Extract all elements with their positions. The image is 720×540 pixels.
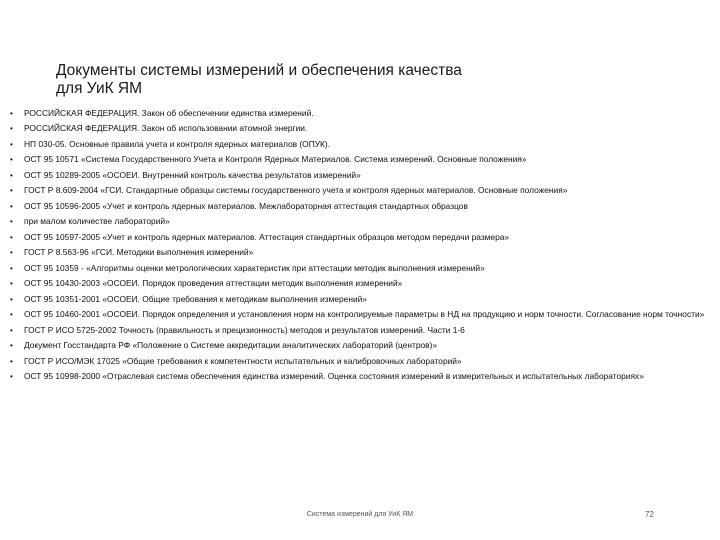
list-item-text: ОСТ 95 10351-2001 «ОСОЕИ. Общие требования к методикам выполнения измерений» (24, 293, 367, 304)
list-item-text: ГОСТ Р 8.563-96 «ГСИ. Методики выполнения измерений» (24, 247, 254, 258)
list-item-text: ОСТ 95 10359 - «Алгоритмы оценки метрологических характеристик при аттестации методик выполнения измерений» (24, 262, 485, 273)
list-item-text: ОСТ 95 10289-2005 «ОСОЕИ. Внутренний контроль качества результатов измерений» (24, 169, 361, 180)
bullet-icon: • (10, 372, 13, 382)
list-item (10, 248, 710, 257)
bullet-icon: • (10, 248, 13, 258)
list-item-text: НП 030-05. Основные правила учета и контроля ядерных материалов (ОПУК). (24, 138, 331, 149)
bullet-icon: • (10, 341, 13, 351)
list-item-text: ГОСТ Р 8.609-2004 «ГСИ. Стандартные образцы системы государственного учета и контроля ядерных материалов. Основные положения» (24, 185, 568, 196)
list-item-text: Документ Госстандарта РФ «Положение о Системе аккредитации аналитических лабораторий (центров)» (24, 340, 438, 351)
list-item (10, 202, 710, 211)
bullet-icon: • (10, 124, 13, 134)
bullet-icon: • (10, 294, 13, 304)
bullet-icon: • (10, 310, 13, 320)
bullet-icon: • (10, 170, 13, 180)
list-item (10, 124, 710, 133)
bullet-icon: • (10, 232, 13, 242)
slide-title-line-2: для УиК ЯМ (56, 80, 143, 97)
bullet-icon: • (10, 155, 13, 165)
list-item-text: при малом количестве лабораторий» (24, 216, 170, 227)
list-item (10, 171, 710, 180)
list-item-text: ГОСТ Р ИСО 5725-2002 Точность (правильность и прецизионность) методов и результатов измерений. Части 1-6 (24, 324, 465, 335)
bullet-icon: • (10, 139, 13, 149)
list-item (10, 109, 710, 118)
list-item (10, 140, 710, 149)
bullet-icon: • (10, 356, 13, 366)
list-item-text: ОСТ 95 10597-2005 «Учет и контроль ядерных материалов. Аттестация стандартных образцов методом передачи размера» (24, 231, 510, 242)
list-item (10, 326, 710, 335)
list-item (10, 217, 710, 226)
list-item-text: РОССИЙСКАЯ ФЕДЕРАЦИЯ. Закон об обеспечении единства измерений. (24, 108, 314, 118)
slide-title-line-1: Документы системы измерений и обеспечения качества (56, 62, 462, 79)
list-item (10, 155, 710, 164)
list-item-text: ОСТ 95 10596-2005 «Учет и контроль ядерных материалов. Межлабораторная аттестация стандартных образцов (24, 200, 468, 211)
list-item (10, 295, 710, 304)
list-item-text: ОСТ 95 10430-2003 «ОСОЕИ. Порядок проведения аттестации методик выполнения измерений» (24, 278, 403, 289)
list-item (10, 372, 710, 381)
bullet-icon: • (10, 217, 13, 227)
list-item (10, 186, 710, 195)
list-item (10, 279, 710, 288)
page-number: 72 (645, 510, 654, 519)
bullet-icon: • (10, 325, 13, 335)
bullet-icon: • (10, 263, 13, 273)
document-list (10, 109, 710, 388)
list-item-text: ГОСТ Р ИСО/МЭК 17025 «Общие требования к компетентности испытательных и калибровочных лабораторий» (24, 355, 462, 366)
list-item (10, 357, 710, 366)
list-item (10, 233, 710, 242)
list-item (10, 264, 710, 273)
list-item-text: ОСТ 95 10571 «Система Государственного Учета и Контроля Ядерных Материалов. Система измерений. Основные положения» (24, 154, 527, 165)
list-item (10, 310, 710, 319)
footer-text: Система измерений для УиК ЯМ (306, 511, 414, 518)
bullet-icon: • (10, 201, 13, 211)
slide-title (56, 62, 656, 98)
list-item-text: ОСТ 95 10998-2000 «Отраслевая система обеспечения единства измерений. Оценка состояния измерений в измерительных и испытательных лабораториях» (24, 371, 644, 382)
list-item-text: РОССИЙСКАЯ ФЕДЕРАЦИЯ. Закон об использовании атомной энергии. (24, 123, 308, 134)
bullet-icon: • (10, 279, 13, 289)
list-item-text: ОСТ 95 10460-2001 «ОСОЕИ. Порядок определения и установления норм на контролируемые параметры в НД на продукцию и норм точности. Согласование норм точности» (24, 309, 705, 320)
bullet-icon: • (10, 109, 13, 118)
list-item (10, 341, 710, 350)
bullet-icon: • (10, 186, 13, 196)
